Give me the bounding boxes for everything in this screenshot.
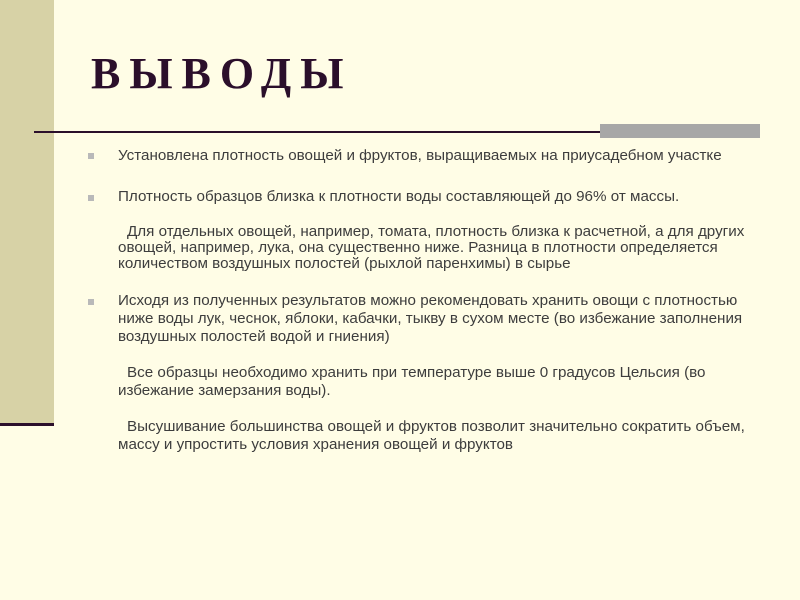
bullet-icon xyxy=(88,299,94,305)
conclusion-paragraph-6 xyxy=(85,418,765,454)
paragraph-text: Плотность образцов близка к плотности воды составляющей до 96% от массы. xyxy=(118,188,680,205)
conclusion-paragraph-1 xyxy=(85,146,765,166)
bullet-icon xyxy=(88,195,94,201)
conclusion-paragraph-4 xyxy=(85,292,765,346)
left-decorative-bar xyxy=(0,0,54,425)
conclusion-paragraph-2 xyxy=(85,188,765,206)
paragraph-text: Исходя из полученных результатов можно рекомендовать хранить овощи с плотностью ниже воды лук, чеснок, яблоки, кабачки, тыкву в сухом месте (во избежание заполнения воздушных полостей водой и гниения) xyxy=(118,292,743,345)
slide-content xyxy=(85,146,765,454)
conclusion-paragraph-3 xyxy=(85,224,765,272)
slide-title: ВЫВОДЫ xyxy=(91,49,353,98)
conclusion-paragraph-5 xyxy=(85,364,765,400)
paragraph-text: Все образцы необходимо хранить при температуре выше 0 градусов Цельсия (во избежание замерзания воды). xyxy=(118,364,706,399)
paragraph-text: Высушивание большинства овощей и фруктов позволит значительно сократить объем, массу и упростить условия хранения овощей и фруктов xyxy=(118,418,745,453)
left-bar-bottom-edge xyxy=(0,423,54,426)
paragraph-text: Установлена плотность овощей и фруктов, выращиваемых на приусадебном участке xyxy=(118,147,722,164)
bullet-icon xyxy=(88,153,94,159)
accent-bar xyxy=(600,124,760,138)
paragraph-text: Для отдельных овощей, например, томата, плотность близка к расчетной, а для других овощей, например, лука, она существенно ниже. Разница в плотности определяется количеством воздушных полостей (рыхлой паренхимы) в сырье xyxy=(118,223,745,272)
